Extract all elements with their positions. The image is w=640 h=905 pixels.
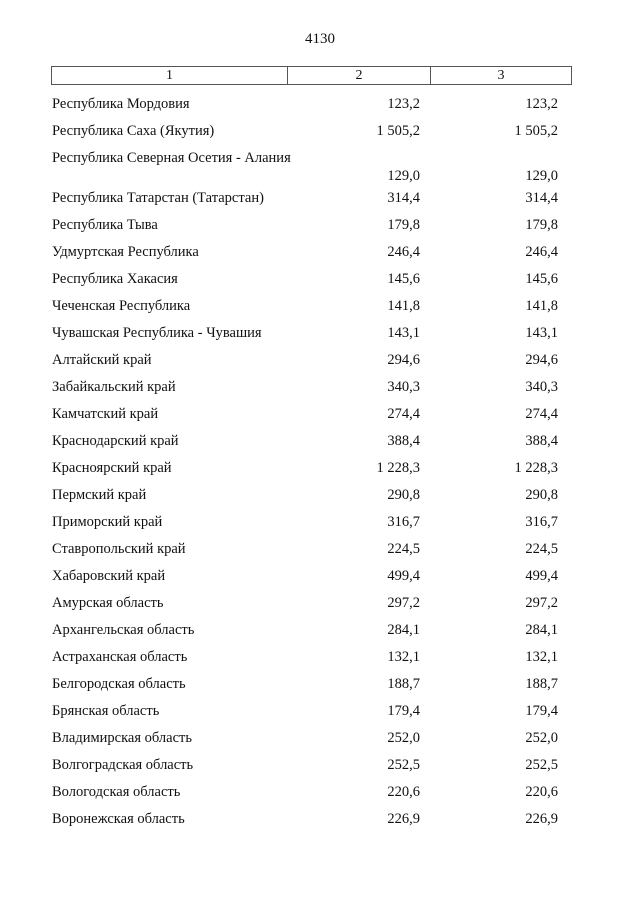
table-row [0, 350, 640, 377]
value-col-2: 123,2 [387, 96, 420, 112]
value-col-2: 246,4 [387, 244, 420, 260]
value-col-3: 294,6 [525, 352, 558, 368]
value-col-3: 141,8 [525, 298, 558, 314]
table-row [0, 755, 640, 782]
table-row [0, 647, 640, 674]
region-name: Красноярский край [52, 460, 172, 476]
value-col-3: 129,0 [525, 168, 558, 184]
value-col-2: 499,4 [387, 568, 420, 584]
table-row [0, 674, 640, 701]
region-name: Забайкальский край [52, 379, 176, 395]
table-row [0, 431, 640, 458]
region-name: Камчатский край [52, 406, 159, 422]
region-name: Алтайский край [52, 352, 152, 368]
value-col-3: 179,4 [525, 703, 558, 719]
column-header-1: 1 [52, 67, 288, 84]
table-row [0, 593, 640, 620]
value-col-3: 1 505,2 [514, 123, 558, 139]
region-name: Приморский край [52, 514, 163, 530]
region-name: Архангельская область [52, 622, 195, 638]
table-row [0, 269, 640, 296]
table-body [0, 94, 640, 836]
region-name: Волгоградская область [52, 757, 194, 773]
table-row [0, 148, 640, 188]
column-header-2: 2 [288, 67, 431, 84]
value-col-3: 316,7 [525, 514, 558, 530]
region-name: Республика Татарстан (Татарстан) [52, 190, 264, 206]
table-row [0, 296, 640, 323]
value-col-3: 220,6 [525, 784, 558, 800]
table-row [0, 215, 640, 242]
value-col-2: 145,6 [387, 271, 420, 287]
value-col-2: 297,2 [387, 595, 420, 611]
value-col-3: 297,2 [525, 595, 558, 611]
table-row [0, 728, 640, 755]
table-row [0, 121, 640, 148]
value-col-3: 1 228,3 [514, 460, 558, 476]
region-name: Амурская область [52, 595, 164, 611]
region-name: Пермский край [52, 487, 147, 503]
region-name: Республика Мордовия [52, 96, 190, 112]
value-col-2: 314,4 [387, 190, 420, 206]
table-row [0, 94, 640, 121]
value-col-3: 226,9 [525, 811, 558, 827]
region-name: Республика Тыва [52, 217, 158, 233]
value-col-2: 129,0 [387, 168, 420, 184]
region-name: Хабаровский край [52, 568, 166, 584]
value-col-3: 179,8 [525, 217, 558, 233]
table-row [0, 323, 640, 350]
value-col-2: 1 505,2 [376, 123, 420, 139]
value-col-3: 314,4 [525, 190, 558, 206]
value-col-2: 224,5 [387, 541, 420, 557]
value-col-3: 224,5 [525, 541, 558, 557]
value-col-3: 252,5 [525, 757, 558, 773]
value-col-3: 284,1 [525, 622, 558, 638]
region-name: Краснодарский край [52, 433, 179, 449]
value-col-3: 145,6 [525, 271, 558, 287]
value-col-2: 252,0 [387, 730, 420, 746]
column-header-3: 3 [497, 67, 505, 83]
region-name: Чувашская Республика - Чувашия [52, 325, 262, 341]
table-row [0, 809, 640, 836]
region-name: Владимирская область [52, 730, 192, 746]
region-name: Удмуртская Республика [52, 244, 199, 260]
region-name: Республика Северная Осетия - Алания [52, 150, 291, 166]
value-col-3: 274,4 [525, 406, 558, 422]
value-col-2: 132,1 [387, 649, 420, 665]
table-row [0, 512, 640, 539]
region-name: Вологодская область [52, 784, 181, 800]
table-header [51, 66, 572, 85]
table-row [0, 404, 640, 431]
value-col-3: 499,4 [525, 568, 558, 584]
table-row [0, 539, 640, 566]
table-row [0, 620, 640, 647]
value-col-2: 294,6 [387, 352, 420, 368]
page-number: 4130 [305, 31, 335, 47]
value-col-2: 252,5 [387, 757, 420, 773]
value-col-3: 388,4 [525, 433, 558, 449]
value-col-3: 132,1 [525, 649, 558, 665]
value-col-2: 179,4 [387, 703, 420, 719]
region-name: Брянская область [52, 703, 160, 719]
table-row [0, 566, 640, 593]
region-name: Астраханская область [52, 649, 188, 665]
region-name: Республика Хакасия [52, 271, 178, 287]
value-col-2: 1 228,3 [376, 460, 420, 476]
value-col-3: 340,3 [525, 379, 558, 395]
value-col-2: 179,8 [387, 217, 420, 233]
table-row [0, 188, 640, 215]
value-col-2: 388,4 [387, 433, 420, 449]
value-col-3: 252,0 [525, 730, 558, 746]
table-row [0, 242, 640, 269]
table-row [0, 458, 640, 485]
value-col-2: 141,8 [387, 298, 420, 314]
value-col-2: 220,6 [387, 784, 420, 800]
value-col-2: 316,7 [387, 514, 420, 530]
region-name: Чеченская Республика [52, 298, 191, 314]
table-row [0, 701, 640, 728]
value-col-2: 284,1 [387, 622, 420, 638]
value-col-3: 188,7 [525, 676, 558, 692]
table-row [0, 485, 640, 512]
value-col-3: 143,1 [525, 325, 558, 341]
value-col-2: 188,7 [387, 676, 420, 692]
region-name: Белгородская область [52, 676, 186, 692]
value-col-3: 123,2 [525, 96, 558, 112]
region-name: Республика Саха (Якутия) [52, 123, 215, 139]
region-name: Ставропольский край [52, 541, 186, 557]
value-col-3: 290,8 [525, 487, 558, 503]
value-col-2: 226,9 [387, 811, 420, 827]
value-col-3: 246,4 [525, 244, 558, 260]
table-row [0, 782, 640, 809]
value-col-2: 274,4 [387, 406, 420, 422]
region-name: Воронежская область [52, 811, 185, 827]
value-col-2: 143,1 [387, 325, 420, 341]
table-row [0, 377, 640, 404]
value-col-2: 340,3 [387, 379, 420, 395]
value-col-2: 290,8 [387, 487, 420, 503]
